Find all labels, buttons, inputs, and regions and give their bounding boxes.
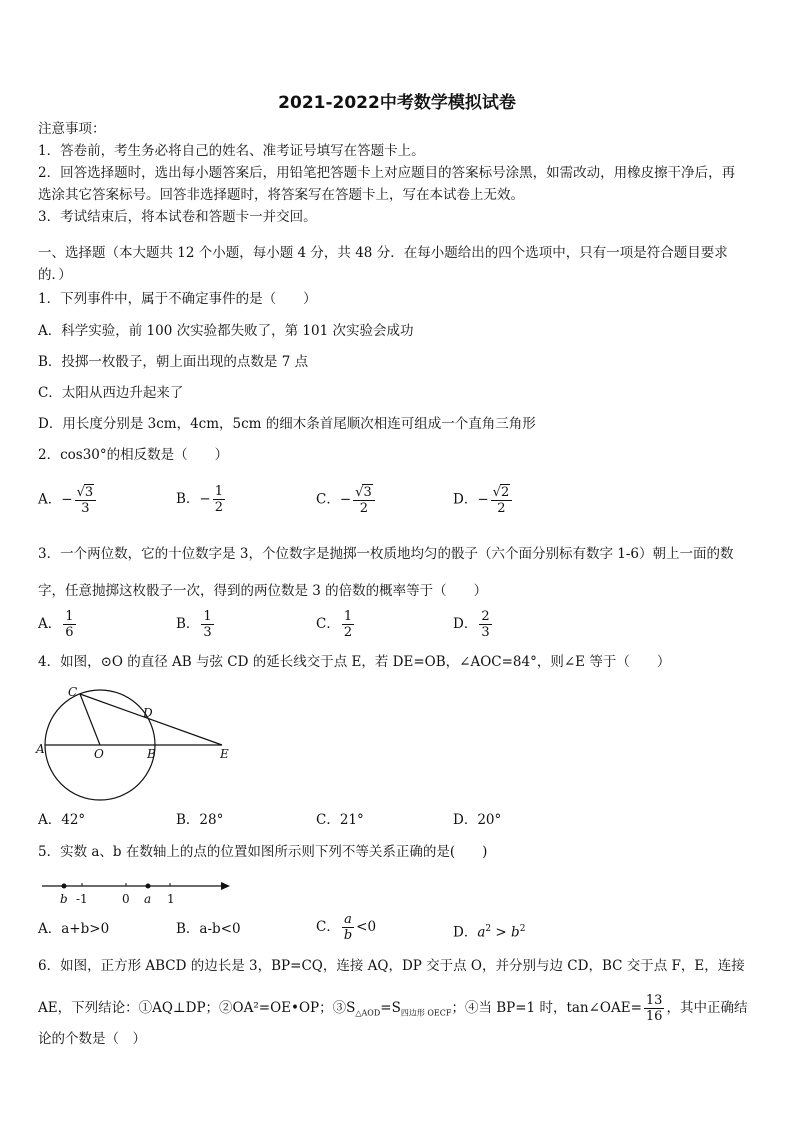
q6-stem-line-2: AE，下列结论：①AQ⊥DP；②OA²=OE•OP；$③S_{\triangle AOD}=S_{四边形 OECF}$；④当 BP=1 时，tan∠OAE= $\frac{13}{16}$ ，其中正确结 <box>38 993 748 1024</box>
q1-option-c: C．太阳从西边升起来了 <box>38 385 184 401</box>
section-1-heading-cont: 的．） <box>38 267 72 283</box>
axis-arrow-icon <box>221 882 230 890</box>
axis-label-neg1: -1 <box>76 892 88 906</box>
q6-stem-line-3: 论的个数是（ ） <box>38 1031 146 1047</box>
q5-option-c: C． $\frac{a}{b}$ <0 <box>316 912 377 943</box>
q5-stem: 5．实数 a、b 在数轴上的点的位置如图所示则下列不等关系正确的是( ) <box>38 844 488 860</box>
notice-line-2a: 2．回答选择题时，选出每小题答案后，用铅笔把答题卡上对应题目的答案标号涂黑，如需改动，用橡皮擦干净后，再 <box>38 165 736 181</box>
segment-oc <box>80 694 100 745</box>
notice-line-3: 3．考试结束后，将本试卷和答题卡一并交回。 <box>38 209 317 225</box>
q2-option-d: D．− $\frac{√2}{2}$ <box>453 484 514 516</box>
q5-option-b: B．a-b<0 <box>176 921 241 937</box>
q2-option-a: A．− $\frac{√3}{3}$ <box>38 484 98 516</box>
point-b <box>62 884 67 889</box>
q4-option-d: D．20° <box>453 812 502 828</box>
q3-option-d: D． $\frac{2}{3}$ <box>453 609 490 640</box>
q2-option-b: B．− $\frac{1}{2}$ <box>176 484 224 515</box>
q3-option-a: A． $\frac{1}{6}$ <box>38 609 74 640</box>
section-1-heading: 一、选择题（本大题共 12 个小题，每小题 4 分，共 48 分．在每小题给出的四个选项中，只有一项是符合题目要求 <box>38 245 728 261</box>
q3-stem-line-2: 字，任意抛掷这枚骰子一次，得到的两位数是 3 的倍数的概率等于（ ） <box>38 583 488 599</box>
q2-option-c: C．− $\frac{√3}{2}$ <box>316 484 377 516</box>
q4-option-a: A．42° <box>38 812 86 828</box>
q5-option-a: A．a+b>0 <box>38 921 110 937</box>
q3-option-c: C． $\frac{1}{2}$ <box>316 609 353 640</box>
q4-option-b: B．28° <box>176 812 224 828</box>
q5-option-d: D．$a^2 > b^2$ <box>453 924 526 941</box>
label-b: B <box>147 747 156 761</box>
label-a: A <box>36 742 45 756</box>
q1-option-a: A．科学实验，前 100 次实验都失败了，第 101 次实验会成功 <box>38 323 414 339</box>
number-line <box>38 876 238 908</box>
q1-option-b: B．投掷一枚骰子，朝上面出现的点数是 7 点 <box>38 354 309 370</box>
label-c: C <box>68 685 78 699</box>
label-d: D <box>143 706 153 720</box>
q1-option-d: D．用长度分别是 3cm，4cm，5cm 的细木条首尾顺次相连可组成一个直角三角形 <box>38 416 536 432</box>
label-o: O <box>94 747 104 761</box>
page-title: 2021-2022中考数学模拟试卷 <box>278 93 516 113</box>
label-e: E <box>220 747 229 761</box>
axis-label-one: 1 <box>167 892 175 906</box>
notice-heading: 注意事项： <box>38 121 106 137</box>
q4-stem: 4．如图，⊙O 的直径 AB 与弦 CD 的延长线交于点 E，若 DE=OB，∠AOC=84°，则∠E 等于（ ） <box>38 654 671 670</box>
q1-stem: 1．下列事件中，属于不确定事件的是（ ） <box>38 291 317 307</box>
q2-stem: 2．cos30°的相反数是（ ） <box>38 447 229 463</box>
circle-figure <box>34 684 244 804</box>
q6-stem-line-1: 6．如图，正方形 ABCD 的边长是 3，BP=CQ，连接 AQ，DP 交于点 O，并分别与边 CD，BC 交于点 F，E，连接 <box>38 958 745 974</box>
point-a <box>146 884 151 889</box>
axis-label-b: b <box>60 892 68 906</box>
axis-label-a: a <box>144 892 152 906</box>
notice-line-1: 1．答卷前，考生务必将自己的姓名、准考证号填写在答题卡上。 <box>38 143 425 159</box>
notice-line-2b: 选涂其它答案标号。回答非选择题时，将答案写在答题卡上，写在本试卷上无效。 <box>38 187 524 203</box>
q3-option-b: B． $\frac{1}{3}$ <box>176 609 212 640</box>
axis-label-zero: 0 <box>122 892 130 906</box>
q3-stem-line-1: 3．一个两位数，它的十位数字是 3，个位数字是抛掷一枚质地均匀的骰子（六个面分别标有数字 1-6）朝上一面的数 <box>38 546 734 562</box>
q4-option-c: C．21° <box>316 812 364 828</box>
